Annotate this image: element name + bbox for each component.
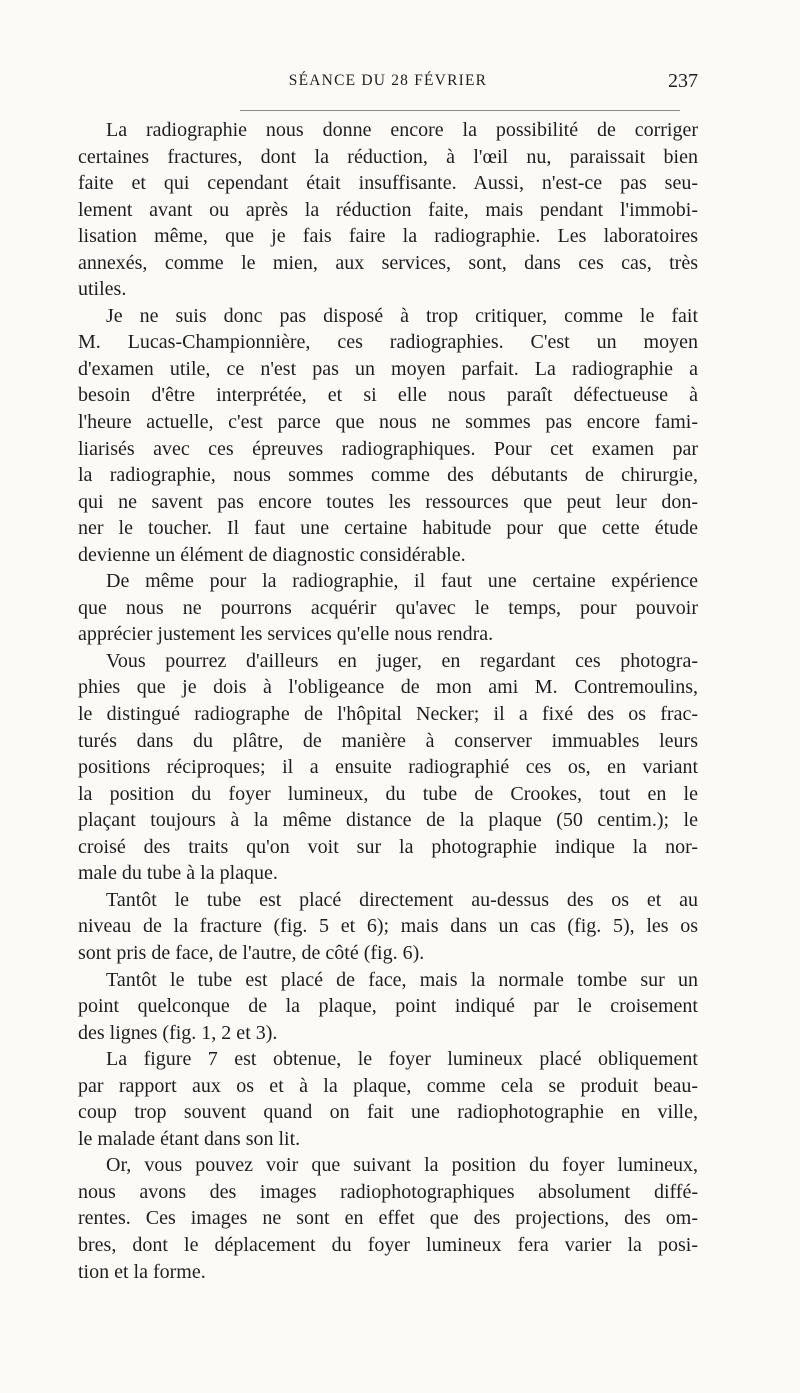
text-line: d'examen utile, ce n'est pas un moyen parfait. La radiographie a — [78, 357, 698, 380]
text-line: Tantôt le tube est placé directement au-dessus des os et au — [106, 888, 698, 911]
text-line: Vous pourrez d'ailleurs en juger, en regardant ces photogra- — [106, 649, 698, 672]
text-line: phies que je dois à l'obligeance de mon ami M. Contremoulins, — [78, 676, 698, 699]
text-line: coup trop souvent quand on fait une radiophotographie en ville, — [78, 1101, 698, 1124]
text-line: devienne un élément de diagnostic considérable. — [78, 543, 466, 566]
paragraph — [78, 303, 698, 568]
text-line: la radiographie, nous sommes comme des débutants de chirurgie, — [78, 464, 698, 487]
text-line: lement avant ou après la réduction faite, mais pendant l'immobi- — [78, 198, 698, 221]
text-line: M. Lucas-Championnière, ces radiographies. C'est un moyen — [78, 331, 698, 354]
text-line: liarisés avec ces épreuves radiographiques. Pour cet examen par — [78, 437, 698, 460]
text-line: certaines fractures, dont la réduction, à l'œil nu, paraissait bien — [78, 145, 698, 168]
text-line: annexés, comme le mien, aux services, sont, dans ces cas, très — [78, 251, 698, 274]
text-line: male du tube à la plaque. — [78, 862, 278, 885]
text-line: croisé des traits qu'on voit sur la photographie indique la nor- — [78, 835, 698, 858]
page-number: 237 — [668, 70, 698, 92]
paragraph — [78, 568, 698, 648]
text-line: sont pris de face, de l'autre, de côté (fig. 6). — [78, 941, 425, 964]
paragraph — [78, 1152, 698, 1285]
text-line: nous avons des images radiophotographiques absolument diffé- — [78, 1180, 698, 1203]
text-line: De même pour la radiographie, il faut une certaine expérience — [106, 570, 698, 593]
paragraph — [78, 967, 698, 1047]
text-line: Je ne suis donc pas disposé à trop critiquer, comme le fait — [106, 304, 698, 327]
text-line: point quelconque de la plaque, point indiqué par le croisement — [78, 995, 698, 1018]
text-line: bres, dont le déplacement du foyer lumineux fera varier la posi- — [78, 1233, 698, 1256]
text-line: niveau de la fracture (fig. 5 et 6); mais dans un cas (fig. 5), les os — [78, 915, 698, 938]
text-line: le distingué radiographe de l'hôpital Necker; il a fixé des os frac- — [78, 703, 698, 726]
paragraph — [78, 117, 698, 303]
text-line: rentes. Ces images ne sont en effet que des projections, des om- — [78, 1207, 698, 1230]
running-head — [78, 70, 698, 96]
paragraph — [78, 1046, 698, 1152]
text-line: tion et la forme. — [78, 1260, 206, 1283]
text-line: l'heure actuelle, c'est parce que nous ne sommes pas encore fami- — [78, 411, 698, 434]
text-line: apprécier justement les services qu'elle nous rendra. — [78, 623, 494, 646]
text-line: des lignes (fig. 1, 2 et 3). — [78, 1021, 278, 1044]
text-line: qui ne savent pas encore toutes les ressources que peut leur don- — [78, 490, 698, 513]
text-line: besoin d'être interprétée, et si elle nous paraît défectueuse à — [78, 384, 698, 407]
text-line: positions réciproques; il a ensuite radiographié ces os, en variant — [78, 756, 698, 779]
header-rule — [240, 110, 680, 111]
text-line: turés dans du plâtre, de manière à conserver immuables leurs — [78, 729, 698, 752]
text-line: le malade étant dans son lit. — [78, 1127, 301, 1150]
text-line: Tantôt le tube est placé de face, mais la normale tombe sur un — [106, 968, 698, 991]
text-line: La radiographie nous donne encore la possibilité de corriger — [106, 119, 698, 141]
text-line: utiles. — [78, 278, 127, 301]
text-line: plaçant toujours à la même distance de la plaque (50 centim.); le — [78, 809, 698, 832]
text-line: par rapport aux os et à la plaque, comme cela se produit beau- — [78, 1074, 698, 1097]
paragraph — [78, 887, 698, 967]
body-text — [78, 117, 698, 1285]
running-title: SÉANCE DU 28 FÉVRIER — [288, 72, 488, 89]
text-line: ner le toucher. Il faut une certaine habitude pour que cette étude — [78, 517, 698, 540]
text-line: lisation même, que je fais faire la radiographie. Les laboratoires — [78, 225, 698, 248]
text-line: que nous ne pourrons acquérir qu'avec le temps, pour pouvoir — [78, 596, 698, 619]
text-line: La figure 7 est obtenue, le foyer lumineux placé obliquement — [106, 1048, 698, 1071]
text-line: la position du foyer lumineux, du tube de Crookes, tout en le — [78, 782, 698, 805]
text-line: Or, vous pouvez voir que suivant la position du foyer lumineux, — [106, 1154, 698, 1177]
text-line: faite et qui cependant était insuffisante. Aussi, n'est-ce pas seu- — [78, 172, 698, 195]
paragraph — [78, 648, 698, 887]
